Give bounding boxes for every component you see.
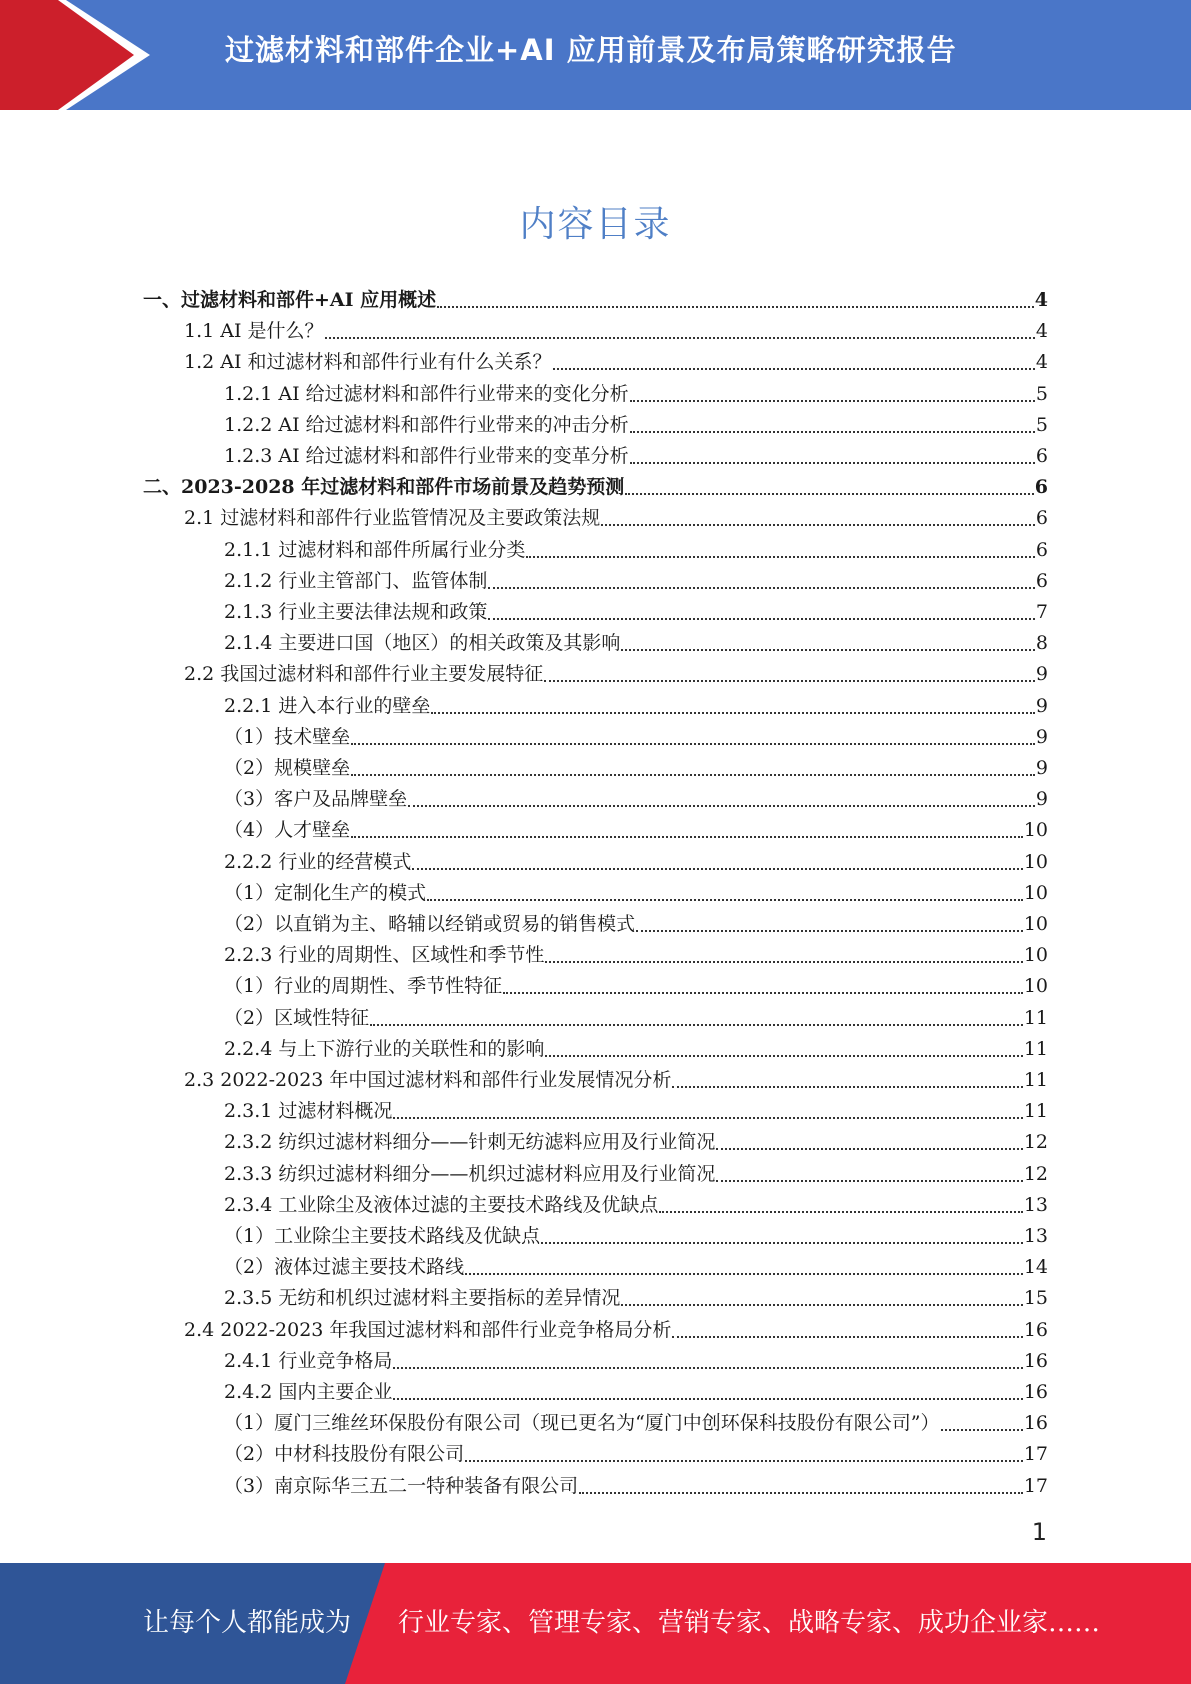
header-band: [0, 0, 1191, 110]
toc-entry-page: 5: [1035, 413, 1048, 436]
toc-entry-page: 6: [1035, 538, 1048, 561]
toc-entry[interactable]: [224, 1127, 1048, 1158]
toc-leader-dots: [370, 1023, 1023, 1026]
toc-entry-label: （3）客户及品牌壁垒: [224, 788, 408, 811]
toc-leader-dots: [625, 492, 1034, 495]
toc-leader-dots: [579, 1491, 1023, 1494]
toc-entry-page: 16: [1023, 1412, 1048, 1435]
toc-entry[interactable]: [224, 909, 1048, 940]
toc-entry-page: 17: [1023, 1443, 1048, 1466]
toc-entry-label: 2.1.3 行业主要法律法规和政策: [224, 601, 488, 623]
toc-entry-page: 14: [1023, 1256, 1048, 1279]
toc-entry[interactable]: [224, 815, 1048, 846]
toc-entry[interactable]: [184, 503, 1048, 534]
toc-entry-page: 10: [1023, 819, 1048, 842]
toc-entry[interactable]: [224, 1408, 1048, 1439]
toc-entry[interactable]: [224, 847, 1048, 878]
toc-entry-label: 1.2.1 AI 给过滤材料和部件行业带来的变化分析: [224, 382, 629, 405]
toc-entry-label: 1.1 AI 是什么？: [184, 320, 324, 343]
toc-leader-dots: [465, 1272, 1023, 1275]
toc-entry[interactable]: [184, 659, 1048, 690]
toc-entry-label: 一、过滤材料和部件+AI 应用概述: [143, 289, 437, 311]
toc-leader-dots: [465, 1459, 1023, 1462]
toc-entry-page: 10: [1023, 850, 1048, 873]
toc-entry-page: 11: [1023, 1006, 1048, 1029]
footer-slogan-left: 让每个人都能成为: [143, 1608, 352, 1638]
toc-leader-dots: [553, 367, 1035, 370]
toc-entry-label: （2）中材科技股份有限公司: [224, 1443, 465, 1466]
toc-entry[interactable]: [224, 784, 1048, 815]
toc-entry-page: 13: [1023, 1193, 1048, 1216]
toc-entry-label: （1）定制化生产的模式: [224, 881, 427, 904]
toc-entry-label: 1.2.2 AI 给过滤材料和部件行业带来的冲击分析: [224, 413, 629, 436]
toc-entry-label: （1）工业除尘主要技术路线及优缺点: [224, 1225, 541, 1247]
toc-entry-label: 2.2.3 行业的周期性、区域性和季节性: [224, 944, 545, 967]
toc-entry-page: 11: [1023, 1037, 1048, 1060]
toc-entry-page: 9: [1035, 757, 1048, 779]
toc-entry-label: 2.1.2 行业主管部门、监管体制: [224, 569, 488, 592]
toc-entry[interactable]: [224, 628, 1048, 659]
toc-entry-page: 16: [1023, 1381, 1048, 1403]
toc-entry[interactable]: [184, 347, 1048, 378]
toc-entry-label: （1）技术壁垒: [224, 725, 351, 748]
toc-entry-label: 2.3.4 工业除尘及液体过滤的主要技术路线及优缺点: [224, 1193, 659, 1216]
toc-entry-page: 4: [1034, 289, 1048, 311]
toc-entry-label: 2.3.3 纺织过滤材料细分——机织过滤材料应用及行业简况: [224, 1162, 716, 1185]
toc-entry-page: 6: [1035, 507, 1048, 530]
toc-entry[interactable]: [224, 441, 1048, 472]
toc-entry-label: （4）人才壁垒: [224, 819, 351, 842]
toc-leader-dots: [526, 555, 1035, 558]
toc-entry[interactable]: [224, 1346, 1048, 1377]
toc-entry[interactable]: [224, 1159, 1048, 1190]
toc-entry[interactable]: [184, 1315, 1048, 1346]
toc-entry-label: 1.2.3 AI 给过滤材料和部件行业带来的变革分析: [224, 445, 629, 467]
toc-leader-dots: [636, 929, 1023, 932]
toc-entry-page: 15: [1023, 1287, 1048, 1310]
toc-entry-page: 16: [1023, 1318, 1048, 1341]
toc-entry-page: 17: [1023, 1474, 1048, 1497]
toc-entry[interactable]: [224, 1252, 1048, 1283]
toc-entry-label: 2.4.2 国内主要企业: [224, 1381, 393, 1403]
toc-entry[interactable]: [224, 878, 1048, 909]
toc-entry-page: 11: [1023, 1069, 1048, 1091]
toc-leader-dots: [544, 679, 1035, 682]
toc-entry[interactable]: [224, 410, 1048, 441]
toc-leader-dots: [659, 1210, 1022, 1213]
toc-leader-dots: [545, 960, 1022, 963]
toc-entry-label: 2.3 2022-2023 年中国过滤材料和部件行业发展情况分析: [184, 1069, 672, 1091]
toc-entry[interactable]: [224, 971, 1048, 1002]
toc-entry[interactable]: [224, 379, 1048, 410]
toc-entry[interactable]: [224, 535, 1048, 566]
toc-entry-page: 9: [1035, 663, 1048, 686]
toc-entry-label: 1.2 AI 和过滤材料和部件行业有什么关系？: [184, 351, 552, 374]
toc-leader-dots: [393, 1366, 1022, 1369]
toc-entry[interactable]: [143, 472, 1048, 503]
toc-entry-page: 7: [1035, 601, 1048, 623]
toc-leader-dots: [427, 898, 1023, 901]
toc-entry-label: 2.3.2 纺织过滤材料细分——针刺无纺滤料应用及行业简况: [224, 1131, 716, 1154]
toc-entry[interactable]: [224, 1221, 1048, 1252]
toc-heading: 内容目录: [519, 204, 672, 245]
toc-leader-dots: [488, 617, 1035, 620]
toc-entry-label: 2.1.1 过滤材料和部件所属行业分类: [224, 538, 526, 561]
toc-entry[interactable]: [224, 1096, 1048, 1127]
toc-entry-label: 2.4.1 行业竞争格局: [224, 1349, 393, 1372]
toc-entry-page: 9: [1035, 725, 1048, 748]
toc-leader-dots: [351, 835, 1023, 838]
toc-leader-dots: [716, 1147, 1022, 1150]
toc-leader-dots: [630, 430, 1035, 433]
toc-entry-page: 10: [1023, 881, 1048, 904]
toc-entry-label: 2.3.5 无纺和机织过滤材料主要指标的差异情况: [224, 1287, 621, 1310]
toc-leader-dots: [716, 1179, 1022, 1182]
page-number: 1: [1031, 1518, 1047, 1546]
toc-leader-dots: [488, 586, 1035, 589]
toc-entry-page: 5: [1035, 382, 1048, 405]
toc-entry-label: （2）规模壁垒: [224, 757, 351, 779]
toc-entry-page: 6: [1035, 445, 1048, 467]
report-title: 过滤材料和部件企业+AI 应用前景及布局策略研究报告: [225, 33, 957, 67]
toc-entry-label: 2.2.1 进入本行业的壁垒: [224, 694, 431, 717]
toc-leader-dots: [437, 305, 1034, 308]
toc-leader-dots: [412, 867, 1022, 870]
toc-leader-dots: [393, 1397, 1022, 1400]
toc-entry-label: （1）行业的周期性、季节性特征: [224, 975, 503, 998]
header-arrow-decoration: [0, 0, 160, 110]
toc-entry[interactable]: [224, 597, 1048, 628]
toc-leader-dots: [621, 648, 1035, 651]
toc-entry-page: 12: [1023, 1131, 1048, 1154]
toc-entry-label: （2）区域性特征: [224, 1006, 370, 1029]
toc-entry-label: 2.1.4 主要进口国（地区）的相关政策及其影响: [224, 632, 621, 655]
toc-entry-page: 13: [1023, 1225, 1048, 1247]
toc-leader-dots: [351, 742, 1035, 745]
toc-leader-dots: [630, 399, 1035, 402]
toc-entry-page: 8: [1035, 632, 1048, 655]
toc-entry[interactable]: [224, 1190, 1048, 1221]
toc-entry-page: 9: [1035, 788, 1048, 811]
toc-entry-label: （2）液体过滤主要技术路线: [224, 1256, 465, 1279]
toc-entry-label: 2.4 2022-2023 年我国过滤材料和部件行业竞争格局分析: [184, 1318, 672, 1341]
toc-leader-dots: [601, 523, 1035, 526]
toc-entry[interactable]: [143, 285, 1048, 316]
toc-entry[interactable]: [224, 1283, 1048, 1314]
toc-entry[interactable]: [224, 722, 1048, 753]
toc-entry-page: 4: [1035, 320, 1048, 343]
toc-leader-dots: [408, 804, 1035, 807]
toc-entry[interactable]: [224, 1003, 1048, 1034]
toc-entry-page: 10: [1023, 913, 1048, 935]
toc-entry[interactable]: [224, 691, 1048, 722]
footer-band: [0, 1563, 1191, 1684]
footer-slogan-right: 行业专家、管理专家、营销专家、战略专家、成功企业家……: [398, 1608, 1101, 1638]
toc-entry[interactable]: [224, 1471, 1048, 1502]
toc-entry-label: （3）南京际华三五二一特种装备有限公司: [224, 1474, 579, 1497]
toc-leader-dots: [672, 1085, 1022, 1088]
toc-entry-label: 2.2 我国过滤材料和部件行业主要发展特征: [184, 663, 544, 686]
toc-entry-label: 2.2.2 行业的经营模式: [224, 850, 412, 873]
toc-entry[interactable]: [224, 1439, 1048, 1470]
toc-entry-label: 2.1 过滤材料和部件行业监管情况及主要政策法规: [184, 507, 601, 530]
toc-entry-label: （1）厦门三维丝环保股份有限公司（现已更名为“厦门中创环保科技股份有限公司”）: [224, 1412, 940, 1435]
toc-leader-dots: [630, 461, 1035, 464]
toc-leader-dots: [621, 1303, 1022, 1306]
toc-entry[interactable]: [184, 1065, 1048, 1096]
toc-leader-dots: [393, 1116, 1022, 1119]
toc-entry-page: 9: [1035, 694, 1048, 717]
toc-entry-page: 6: [1035, 569, 1048, 592]
toc-entry-page: 16: [1023, 1349, 1048, 1372]
toc-entry-label: 2.3.1 过滤材料概况: [224, 1100, 393, 1123]
toc-entry[interactable]: [224, 1034, 1048, 1065]
toc-leader-dots: [325, 336, 1035, 339]
toc-leader-dots: [545, 1054, 1022, 1057]
toc-entry[interactable]: [184, 316, 1048, 347]
toc-entry-page: 6: [1034, 476, 1048, 499]
toc-entry-page: 10: [1023, 975, 1048, 998]
toc-leader-dots: [941, 1428, 1023, 1431]
toc-entry[interactable]: [224, 940, 1048, 971]
toc-leader-dots: [431, 711, 1035, 714]
toc-entry-page: 12: [1023, 1162, 1048, 1185]
toc-leader-dots: [351, 773, 1035, 776]
toc-entry-page: 11: [1023, 1100, 1048, 1123]
toc-entry-label: （2）以直销为主、略辅以经销或贸易的销售模式: [224, 913, 636, 935]
toc-entry-page: 10: [1023, 944, 1048, 967]
toc-entry-label: 二、2023-2028 年过滤材料和部件市场前景及趋势预测: [143, 476, 625, 499]
toc-entry[interactable]: [224, 753, 1048, 784]
toc-entry[interactable]: [224, 566, 1048, 597]
toc-entry-page: 4: [1035, 351, 1048, 374]
toc-leader-dots: [503, 991, 1023, 994]
toc-entry[interactable]: [224, 1377, 1048, 1408]
toc-leader-dots: [541, 1241, 1023, 1244]
toc-entry-label: 2.2.4 与上下游行业的关联性和的影响: [224, 1037, 545, 1060]
toc-leader-dots: [672, 1335, 1022, 1338]
